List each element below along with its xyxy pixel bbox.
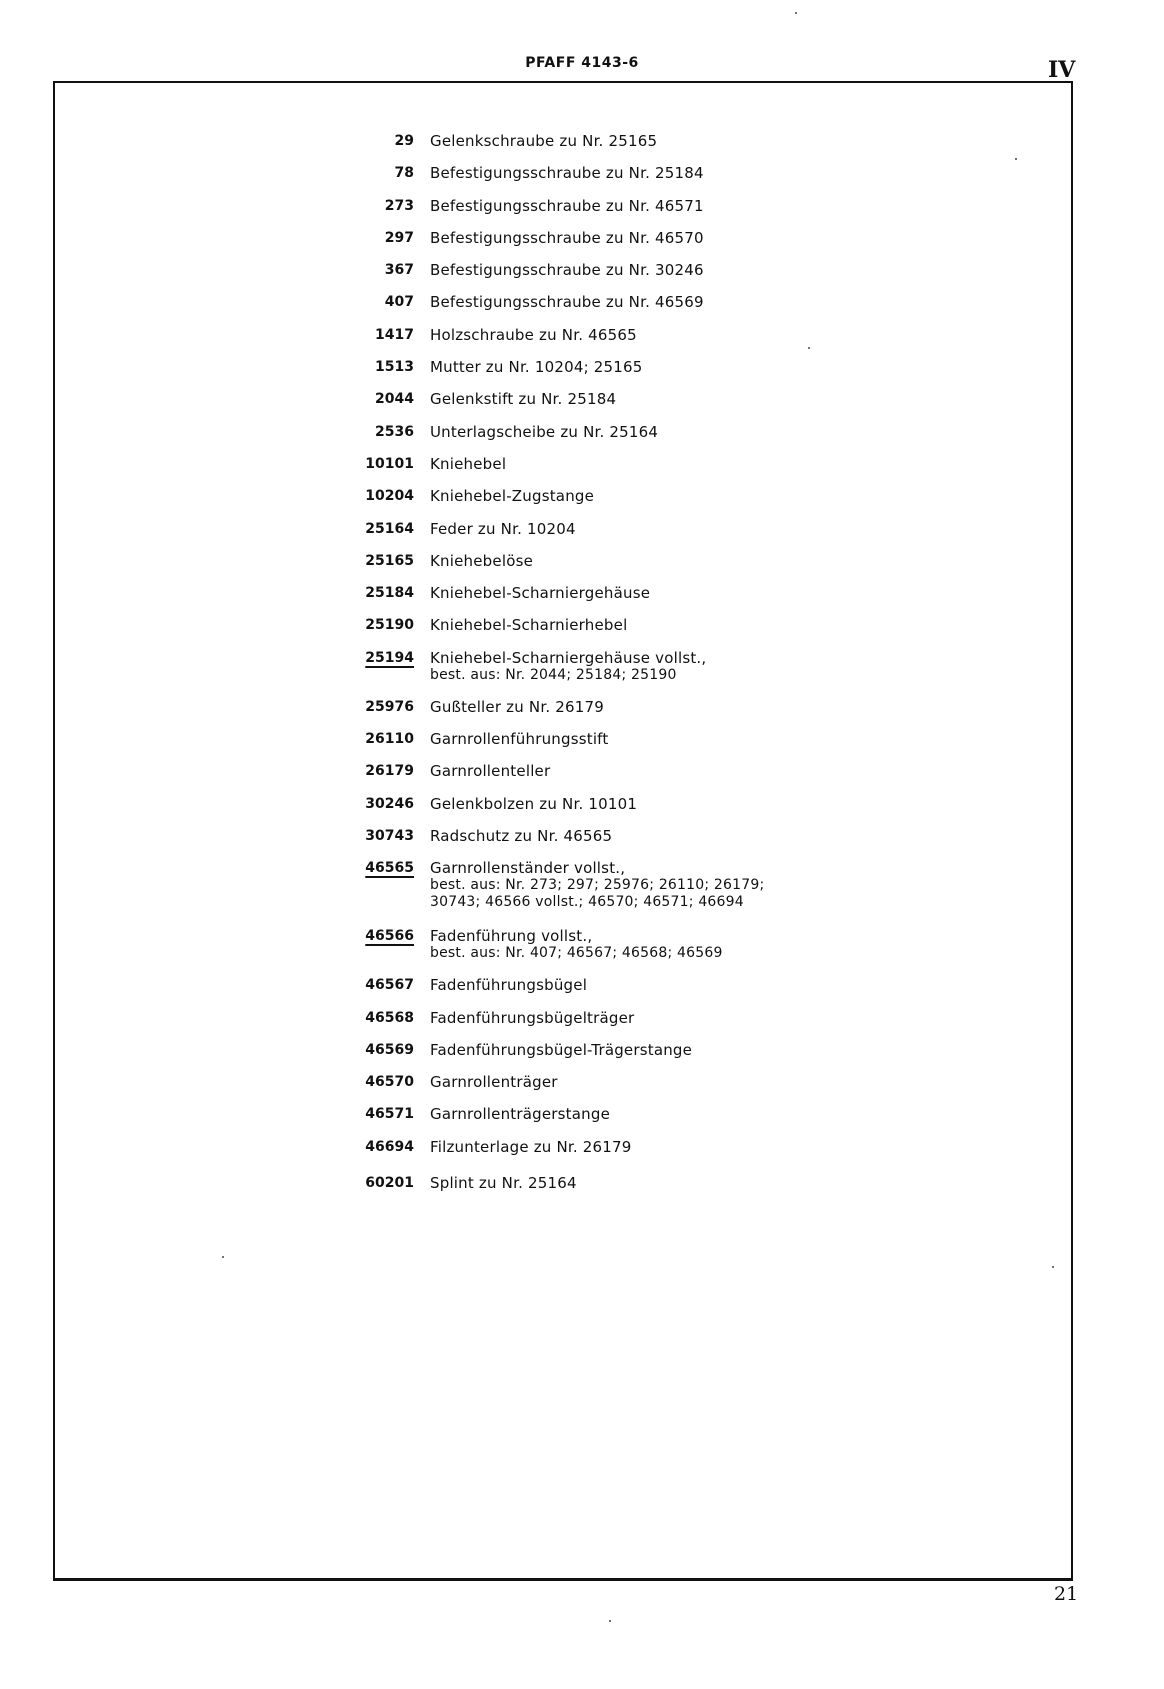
part-row	[352, 1175, 872, 1207]
part-description	[430, 327, 872, 344]
scan-speck	[609, 1620, 611, 1622]
part-row	[352, 294, 872, 326]
part-description-line: Fadenführungsbügelträger	[430, 1008, 635, 1027]
part-description	[430, 456, 872, 473]
part-description	[430, 359, 872, 376]
part-number: 273	[384, 197, 414, 214]
part-row	[352, 359, 872, 391]
part-description-line: Filzunterlage zu Nr. 26179	[430, 1137, 632, 1156]
part-description-line: Befestigungsschraube zu Nr. 46569	[430, 293, 704, 312]
scan-speck	[808, 347, 810, 349]
part-number: 46694	[365, 1138, 414, 1155]
part-number: 367	[384, 262, 414, 279]
part-description	[430, 424, 872, 441]
part-number: 25976	[365, 698, 414, 715]
part-description-line: Fadenführungsbügel-Trägerstange	[430, 1040, 693, 1059]
part-row	[352, 456, 872, 488]
part-description	[430, 796, 872, 813]
part-number: 1417	[375, 326, 414, 343]
part-description-line: Gelenkbolzen zu Nr. 10101	[430, 794, 638, 813]
part-description	[430, 928, 872, 962]
part-description-line: Befestigungsschraube zu Nr. 46571	[430, 196, 704, 215]
part-description-line: Befestigungsschraube zu Nr. 46570	[430, 228, 704, 247]
part-number: 46567	[365, 977, 414, 994]
part-number: 25194	[365, 649, 414, 666]
part-row	[352, 650, 872, 699]
part-number: 2536	[375, 423, 414, 440]
part-description	[430, 1175, 872, 1192]
part-number: 30743	[365, 827, 414, 844]
document-title: PFAFF 4143-6	[525, 55, 639, 71]
part-row	[352, 1042, 872, 1074]
part-description	[430, 230, 872, 247]
part-number: 297	[384, 229, 414, 246]
part-description-line: Garnrollenträger	[430, 1073, 558, 1092]
part-description-line: Garnrollenträgerstange	[430, 1105, 611, 1124]
part-row	[352, 860, 872, 928]
part-description-line: Befestigungsschraube zu Nr. 30246	[430, 261, 704, 280]
part-number: 1513	[375, 359, 414, 376]
part-number: 46566	[365, 928, 414, 945]
section-numeral: IV	[1048, 57, 1076, 83]
part-description-line: Fadenführungsbügel	[430, 976, 588, 995]
part-row	[352, 553, 872, 585]
part-description	[430, 294, 872, 311]
part-number: 25184	[365, 585, 414, 602]
part-row	[352, 327, 872, 359]
part-description	[430, 650, 872, 684]
part-number: 46568	[365, 1009, 414, 1026]
part-description-line: Kniehebel	[430, 454, 507, 473]
part-description-line: Garnrollenteller	[430, 762, 551, 781]
part-number: 78	[394, 165, 414, 182]
part-row	[352, 977, 872, 1009]
scan-speck	[795, 12, 797, 14]
part-row	[352, 617, 872, 649]
part-number: 10204	[365, 488, 414, 505]
part-row	[352, 1139, 872, 1171]
scan-speck	[1015, 158, 1017, 160]
part-description	[430, 1042, 872, 1059]
part-row	[352, 262, 872, 294]
part-description	[430, 198, 872, 215]
part-row	[352, 699, 872, 731]
part-description	[430, 731, 872, 748]
part-row	[352, 928, 872, 977]
part-composition-line: best. aus: Nr. 273; 297; 25976; 26110; 26179;	[430, 877, 765, 894]
part-number: 10101	[365, 455, 414, 472]
part-row	[352, 165, 872, 197]
part-row	[352, 796, 872, 828]
part-description-line: Mutter zu Nr. 10204; 25165	[430, 358, 643, 377]
part-composition-line: best. aus: Nr. 2044; 25184; 25190	[430, 666, 677, 683]
part-row	[352, 585, 872, 617]
part-description-line: Garnrollenführungsstift	[430, 730, 609, 749]
part-description-line: Kniehebel-Scharnierhebel	[430, 616, 628, 635]
scan-speck	[222, 1256, 224, 1258]
part-description	[430, 1010, 872, 1027]
part-number: 46565	[365, 860, 414, 877]
part-row	[352, 1074, 872, 1106]
part-number: 30246	[365, 795, 414, 812]
part-description-line: Befestigungsschraube zu Nr. 25184	[430, 164, 704, 183]
parts-list	[352, 133, 872, 1207]
part-description-line: Holzschraube zu Nr. 46565	[430, 325, 637, 344]
part-composition-line: 30743; 46566 vollst.; 46570; 46571; 46694	[430, 894, 744, 911]
part-description	[430, 553, 872, 570]
part-number: 25190	[365, 617, 414, 634]
part-row	[352, 828, 872, 860]
part-description	[430, 617, 872, 634]
part-number: 25164	[365, 520, 414, 537]
part-number: 29	[394, 133, 414, 149]
part-row	[352, 521, 872, 553]
part-row	[352, 763, 872, 795]
part-description-line: Garnrollenständer vollst.,	[430, 859, 626, 878]
part-description	[430, 133, 872, 150]
part-description	[430, 860, 872, 911]
part-description-line: Feder zu Nr. 10204	[430, 519, 576, 538]
part-description	[430, 828, 872, 845]
part-row	[352, 1106, 872, 1138]
part-row	[352, 488, 872, 520]
part-number: 46571	[365, 1106, 414, 1123]
part-description	[430, 488, 872, 505]
part-description-line: Gußteller zu Nr. 26179	[430, 697, 604, 716]
part-description	[430, 977, 872, 994]
part-description-line: Kniehebel-Scharniergehäuse	[430, 584, 651, 603]
part-description	[430, 1106, 872, 1123]
part-number: 2044	[375, 391, 414, 408]
part-number: 60201	[365, 1175, 414, 1192]
part-description-line: Kniehebel-Zugstange	[430, 487, 595, 506]
part-description-line: Gelenkstift zu Nr. 25184	[430, 390, 617, 409]
part-description	[430, 1074, 872, 1091]
page-number: 21	[1054, 1583, 1079, 1605]
part-description-line: Kniehebel-Scharniergehäuse vollst.,	[430, 648, 707, 667]
part-number: 407	[384, 294, 414, 311]
part-number: 26110	[365, 731, 414, 748]
part-number: 26179	[365, 763, 414, 780]
part-description	[430, 1139, 872, 1156]
part-row	[352, 133, 872, 165]
part-row	[352, 198, 872, 230]
part-number: 46570	[365, 1074, 414, 1091]
part-description-line: Fadenführung vollst.,	[430, 927, 593, 946]
part-description	[430, 262, 872, 279]
part-row	[352, 391, 872, 423]
part-description-line: Kniehebelöse	[430, 551, 534, 570]
part-row	[352, 424, 872, 456]
part-description	[430, 585, 872, 602]
part-row	[352, 1010, 872, 1042]
part-description-line: Gelenkschraube zu Nr. 25165	[430, 132, 658, 150]
part-composition-line: best. aus: Nr. 407; 46567; 46568; 46569	[430, 945, 723, 962]
part-description	[430, 391, 872, 408]
part-row	[352, 230, 872, 262]
part-description-line: Radschutz zu Nr. 46565	[430, 826, 613, 845]
part-description	[430, 521, 872, 538]
part-number: 25165	[365, 552, 414, 569]
part-description	[430, 699, 872, 716]
part-description-line: Unterlagscheibe zu Nr. 25164	[430, 422, 659, 441]
scan-speck	[1052, 1266, 1054, 1268]
part-row	[352, 731, 872, 763]
part-description	[430, 165, 872, 182]
part-description-line: Splint zu Nr. 25164	[430, 1174, 577, 1193]
part-number: 46569	[365, 1041, 414, 1058]
part-description	[430, 763, 872, 780]
